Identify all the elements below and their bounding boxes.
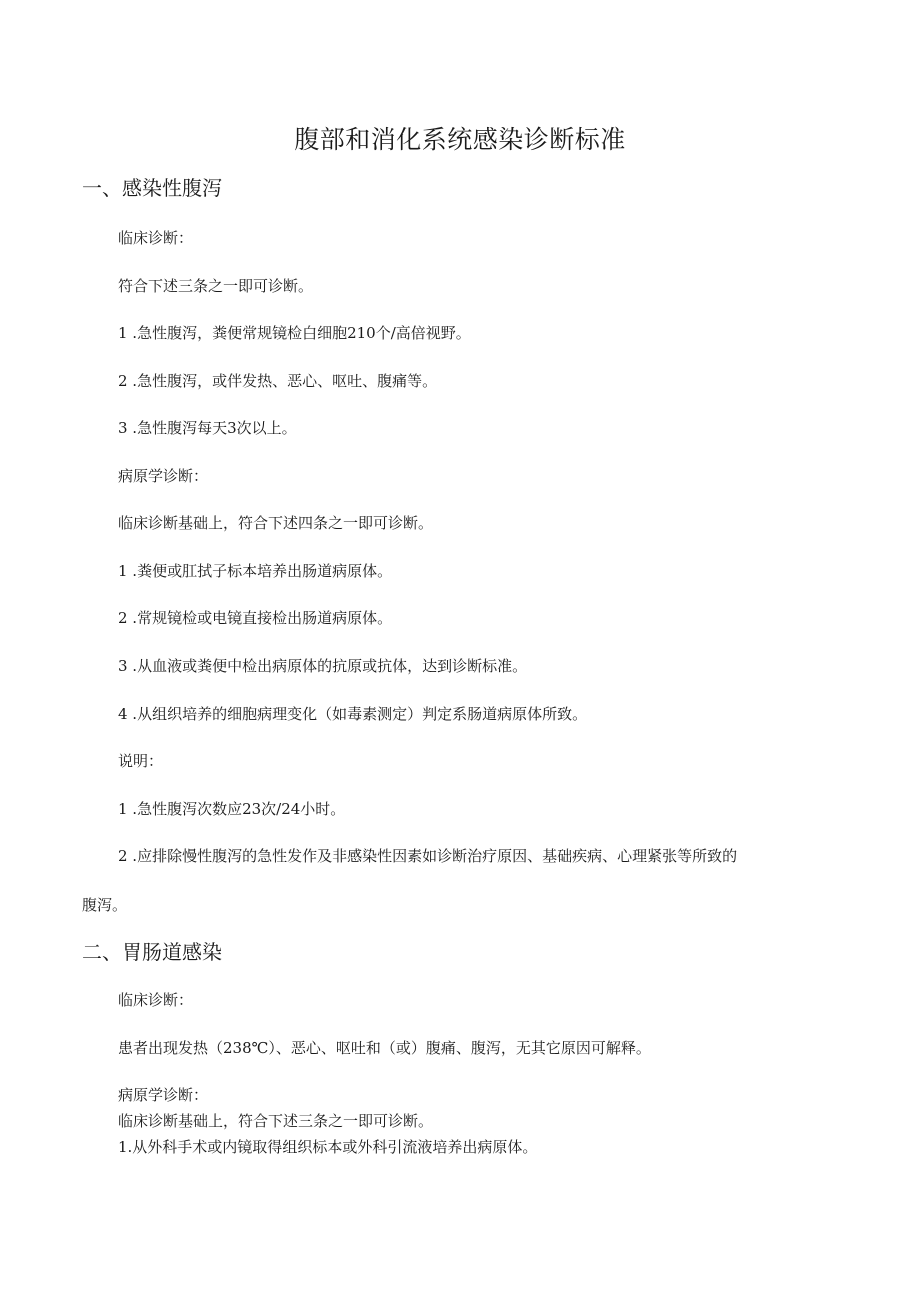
- clinical-criterion-3: 3 .急性腹泻每天3次以上。: [118, 419, 297, 437]
- gi-clinical-diagnosis-text: 患者出现发热（238℃）、恶心、呕吐和（或）腹痛、腹泻，无其它原因可解释。: [118, 1039, 651, 1057]
- section-heading-gastrointestinal-infection: 二、胃肠道感染: [82, 940, 222, 964]
- pathogen-criterion-1: 1 .粪便或肛拭子标本培养出肠道病原体。: [118, 562, 393, 580]
- clinical-criterion-2: 2 .急性腹泻，或伴发热、恶心、呕吐、腹痛等。: [118, 372, 438, 390]
- gi-pathogen-criterion-1: 1.从外科手术或内镜取得组织标本或外科引流液培养出病原体。: [118, 1138, 538, 1156]
- note-item-2-continuation: 腹泻。: [82, 896, 128, 914]
- note-label: 说明：: [118, 752, 164, 770]
- section-heading-infectious-diarrhea: 一、感染性腹泻: [82, 176, 222, 200]
- pathogen-criterion-2: 2 .常规镜检或电镜直接检出肠道病原体。: [118, 609, 393, 627]
- document-title: 腹部和消化系统感染诊断标准: [294, 125, 626, 154]
- pathogen-diagnosis-intro: 临床诊断基础上，符合下述四条之一即可诊断。: [118, 514, 434, 532]
- clinical-diagnosis-label: 临床诊断：: [118, 229, 194, 247]
- clinical-diagnosis-intro: 符合下述三条之一即可诊断。: [118, 277, 314, 295]
- clinical-criterion-1: 1 .急性腹泻，粪便常规镜检白细胞210个/高倍视野。: [118, 324, 471, 342]
- pathogen-diagnosis-label: 病原学诊断：: [118, 467, 209, 485]
- note-item-1: 1 .急性腹泻次数应23次/24小时。: [118, 800, 346, 818]
- pathogen-criterion-4: 4 .从组织培养的细胞病理变化（如毒素测定）判定系肠道病原体所致。: [118, 705, 588, 723]
- note-item-2: 2 .应排除慢性腹泻的急性发作及非感染性因素如诊断治疗原因、基础疾病、心理紧张等所致的: [118, 847, 738, 865]
- pathogen-criterion-3: 3 .从血液或粪便中检出病原体的抗原或抗体，达到诊断标准。: [118, 657, 528, 675]
- gi-pathogen-diagnosis-label: 病原学诊断：: [118, 1086, 209, 1104]
- gi-clinical-diagnosis-label: 临床诊断：: [118, 991, 194, 1009]
- gi-pathogen-diagnosis-intro: 临床诊断基础上，符合下述三条之一即可诊断。: [118, 1112, 434, 1130]
